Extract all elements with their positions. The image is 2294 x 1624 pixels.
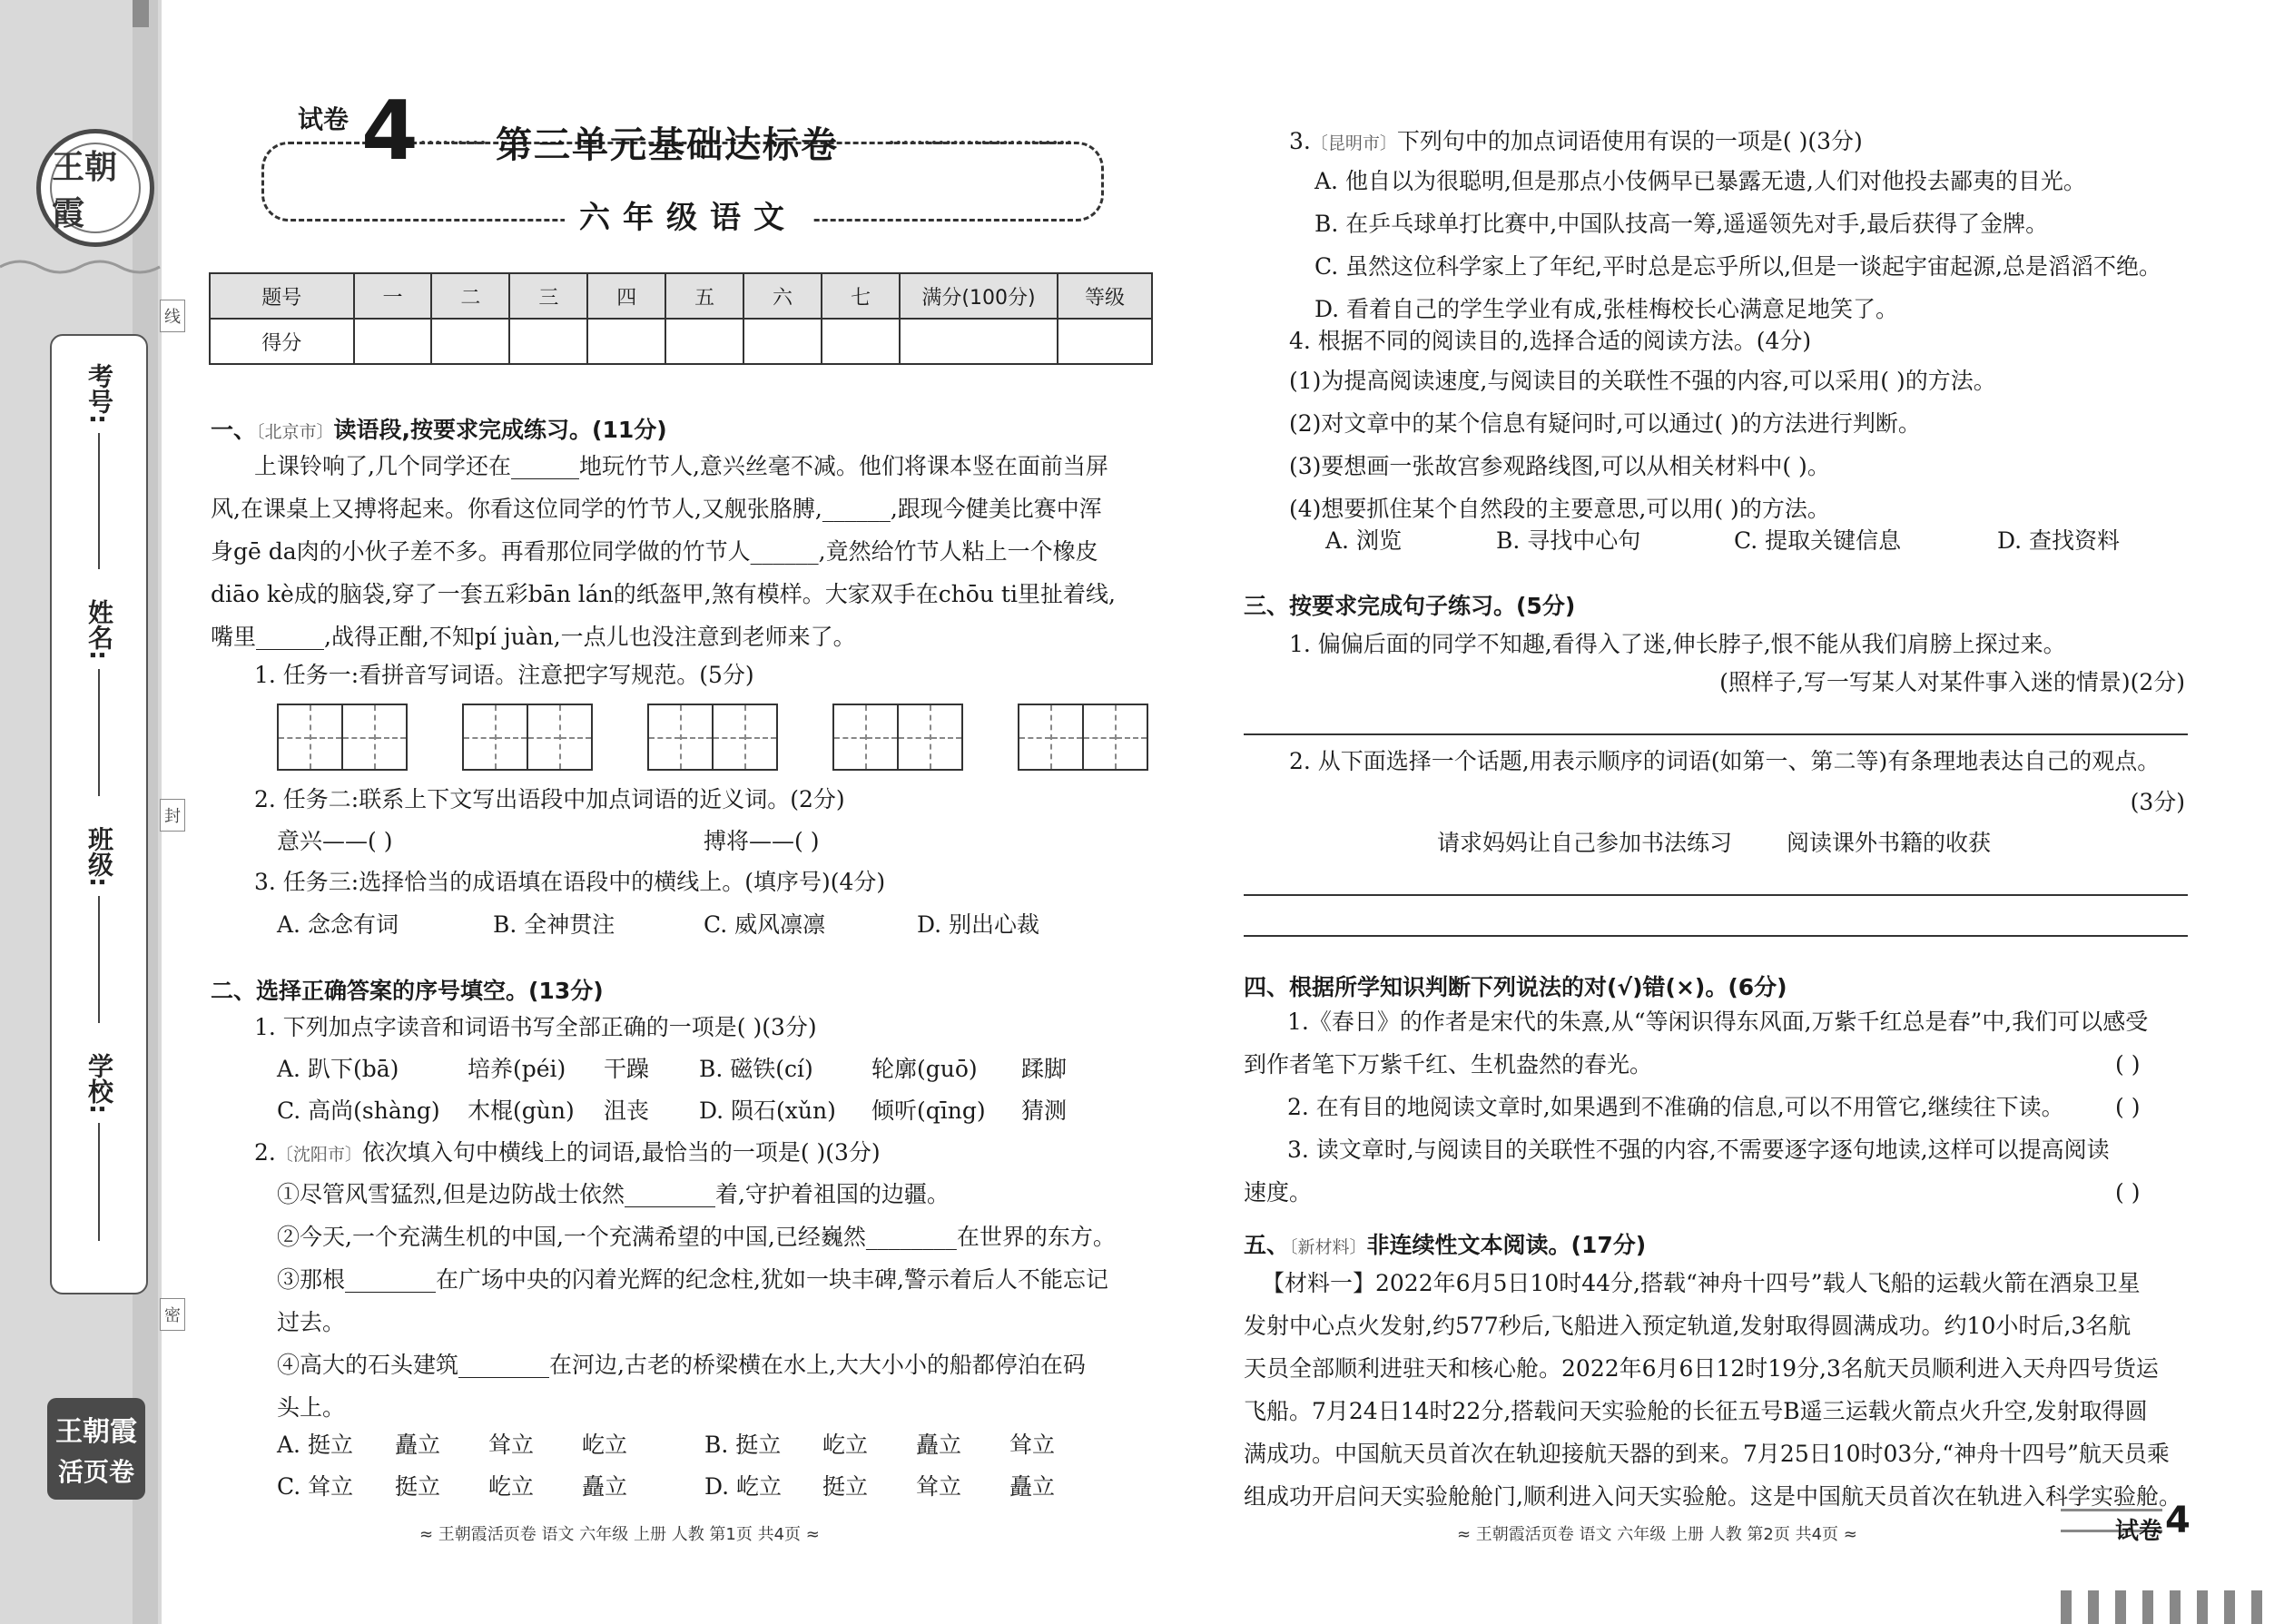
tianzige-grid — [277, 704, 1148, 771]
paper-badge-number: 4 — [361, 84, 418, 179]
writing-box[interactable] — [832, 704, 963, 771]
page-edge-mark — [2061, 1590, 2072, 1624]
page-title: 第三单元基础达标卷 — [496, 124, 839, 166]
s3-q2-score: (3分) — [2130, 789, 2185, 815]
exam-number-field[interactable]: 考号: — [52, 363, 146, 569]
writing-box[interactable] — [1018, 704, 1148, 771]
title-dots-left — [421, 141, 485, 144]
judge-paren[interactable]: ( ) — [2115, 1179, 2141, 1206]
corner-paper-label: 试卷 — [2115, 1518, 2163, 1545]
cut-mark-seal: 封 — [160, 799, 185, 832]
class-field[interactable]: 班级: — [52, 826, 146, 1023]
page-edge-mark — [2170, 1590, 2181, 1624]
judge-paren[interactable]: ( ) — [2115, 1051, 2141, 1078]
task-2-answer-b[interactable]: 搏将——( ) — [704, 828, 820, 854]
s2-q4-items: (1)为提高阅读速度,与阅读目的关联性不强的内容,可以采用( )的方法。 (2)对文章中的某个信息有疑问时,可以通过( )的方法进行判断。 (3)要想画一张故宫参观路线图,可以从相关材料中( )。 (4)想要抓住某个自然段的主要意思,可以用( )的方法。 — [1289, 368, 1996, 522]
footer-right: ≈ 王朝霞活页卷 语文 六年级 上册 人教 第2页 共4页 ≈ — [1457, 1525, 1857, 1544]
binding-strip-top — [133, 0, 149, 27]
s2-q1-option-row: C. 高尚(shàng) 木棍(gùn) 沮丧 D. 陨石(xǔn) 倾听(qīng) 猜测 — [277, 1097, 1068, 1124]
s2-q4-option: C. 提取关键信息 — [1734, 527, 1902, 554]
page-subtitle: 六年级语文 — [565, 192, 812, 237]
s3-question-1: 1. 偏偏后面的同学不知趣,看得入了迷,伸长脖子,恨不能从我们肩膀上探过来。 — [1289, 631, 2066, 657]
page-edge-mark — [2142, 1590, 2153, 1624]
name-field[interactable]: 姓名: — [52, 599, 146, 796]
section-1-title: 一、〔北京市〕读语段,按要求完成练习。(11分) — [211, 417, 667, 443]
cut-mark-line: 线 — [160, 300, 185, 332]
answer-line[interactable] — [1244, 894, 2188, 896]
page-edge-mark — [2088, 1590, 2099, 1624]
s3-topic-2: 阅读课外书籍的收获 — [1787, 830, 1992, 856]
s4-items: 1.《春日》的作者是宋代的朱熹,从“等闲识得东风面,万紫千红总是春”中,我们可以感受 到作者笔下万紫千红、生机盎然的春光。 2. 在有目的地阅读文章时,如果遇到不准确的信息,可以不用管它,继续往下读。 3. 读文章时,与阅读目的关联性不强的内容,不需要逐字逐句地读,这样可以提高阅读 速度。 — [1244, 1009, 2149, 1206]
task-3-option: C. 威风凛凛 — [704, 911, 826, 938]
task-3-option: B. 全神贯注 — [493, 911, 615, 938]
task-3: 3. 任务三:选择恰当的成语填在语段中的横线上。(填序号)(4分) — [254, 869, 886, 895]
task-1: 1. 任务一:看拼音写词语。注意把字写规范。(5分) — [254, 662, 754, 688]
writing-box[interactable] — [647, 704, 778, 771]
section-3-title: 三、按要求完成句子练习。(5分) — [1244, 593, 1576, 619]
footer-left: ≈ 王朝霞活页卷 语文 六年级 上册 人教 第1页 共4页 ≈ — [419, 1525, 820, 1544]
s2-question-2: 2.〔沈阳市〕依次填入句中横线上的词语,最恰当的一项是( )(3分) — [254, 1139, 881, 1166]
school-field[interactable]: 学校: — [52, 1053, 146, 1241]
s2-q2-option-row: A. 挺立 矗立 耸立 屹立 B. 挺立 屹立 矗立 耸立 — [277, 1432, 1056, 1458]
page-edge-mark — [2115, 1590, 2126, 1624]
score-table — [209, 272, 1153, 365]
section-2-title: 二、选择正确答案的序号填空。(13分) — [211, 978, 604, 1004]
score-table-header-row: 题号 一 二 三 四 五 六 七 满分(100分) 等级 — [210, 273, 1152, 319]
brand-seal: 王朝霞 — [36, 129, 154, 247]
section-5-title: 五、〔新材料〕非连续性文本阅读。(17分) — [1244, 1232, 1647, 1258]
s3-question-2: 2. 从下面选择一个话题,用表示顺序的词语(如第一、第二等)有条理地表达自己的观点。 — [1289, 748, 2161, 774]
answer-line[interactable] — [1244, 733, 2188, 735]
s2-question-4: 4. 根据不同的阅读目的,选择合适的阅读方法。(4分) — [1289, 328, 1812, 354]
s2-q2-option-row: C. 耸立 挺立 屹立 矗立 D. 屹立 挺立 耸立 矗立 — [277, 1473, 1056, 1500]
score-table-score-row: 得分 — [210, 319, 1152, 364]
task-2: 2. 任务二:联系上下文写出语段中加点词语的近义词。(2分) — [254, 786, 845, 812]
s2-question-3: 3.〔昆明市〕下列句中的加点词语使用有误的一项是( )(3分) — [1289, 128, 1863, 154]
section-4-title: 四、根据所学知识判断下列说法的对(√)错(×)。(6分) — [1244, 974, 1787, 1000]
answer-line[interactable] — [1244, 935, 2188, 937]
writing-box[interactable] — [462, 704, 593, 771]
paper-badge-label: 试卷 — [298, 104, 350, 134]
s3-q1-note: (照样子,写一写某人对某件事入迷的情景)(2分) — [1719, 669, 2185, 695]
cut-mark-secret: 密 — [160, 1298, 185, 1331]
s2-q2-sentences: ①尽管风雪猛烈,但是边防战士依然________着,守护着祖国的边疆。 ②今天,一个充满生机的中国,一个充满希望的中国,已经巍然________在世界的东方。 ③那根________在广场中央的闪着光辉的纪念柱,犹如一块丰碑,警示着后人不能忘记 过去。 ④高大的石头建筑________在河边,古老的桥梁横在水上,大大小小的船都停泊在码 头上。 — [277, 1181, 1116, 1421]
section-1-passage: 上课铃响了,几个同学还在______地玩竹节人,意兴丝毫不减。他们将课本竖在面前当屏 风,在课桌上又搏将起来。你看这位同学的竹节人,又舰张胳膊,______,跟现今健美比赛中浑 身gē da肉的小伙子差不多。再看那位同学做的竹节人______,竟然给竹节人粘上一个橡皮 diāo kè成的脑袋,穿了一套五彩bān lán的纸盔甲,煞有模样。大家双手在chōu ti里扯着线, 嘴里______,战得正酣,不知pí juàn,一点儿也没注意到老师来了。 — [211, 453, 1116, 650]
s3-topic-1: 请求妈妈让自己参加书法练习 — [1437, 830, 1733, 856]
s2-q4-option: D. 查找资料 — [1997, 527, 2121, 554]
page-edge-mark — [2251, 1590, 2262, 1624]
task-2-answer-a[interactable]: 意兴——( ) — [277, 828, 393, 854]
page-edge-mark — [2197, 1590, 2208, 1624]
s2-q4-option: A. 浏览 — [1325, 527, 1402, 554]
student-info-box — [50, 334, 148, 1294]
title-dots-right — [890, 141, 1071, 144]
s2-q4-option: B. 寻找中心句 — [1496, 527, 1641, 554]
brand-logo: 王朝霞 活页卷 — [47, 1398, 145, 1500]
page-edge-mark — [2224, 1590, 2235, 1624]
judge-paren[interactable]: ( ) — [2115, 1094, 2141, 1120]
wave-decoration — [0, 256, 162, 278]
task-3-option: D. 别出心裁 — [917, 911, 1040, 938]
writing-box[interactable] — [277, 704, 408, 771]
s2-q1-option-row: A. 趴下(bā) 培养(péi) 干躁 B. 磁铁(cí) 轮廓(guō) 蹂脚 — [277, 1056, 1068, 1082]
s2-question-1: 1. 下列加点字读音和词语书写全部正确的一项是( )(3分) — [254, 1014, 817, 1040]
s2-q3-options: A. 他自以为很聪明,但是那点小伎俩早已暴露无遗,人们对他投去鄙夷的目光。 B. 在乒乓球单打比赛中,中国队技高一筹,遥遥领先对手,最后获得了金牌。 C. 虽然这位科学家上了年纪,平时总是忘乎所以,但是一谈起宇宙起源,总是滔滔不绝。 D. 看着自己的学生学业有成,张桂梅校长心满意足地笑了。 — [1314, 168, 2161, 322]
s5-material-1: 【材料一】2022年6月5日10时44分,搭载“神舟十四号”载人飞船的运载火箭在酒泉卫星 发射中心点火发射,约577秒后,飞船进入预定轨道,发射取得圆满成功。约10小时后,3名航 天员全部顺利进驻天和核心舱。2022年6月6日12时19分,3名航天员顺利进入天舟四号货运 飞船。7月24日14时22分,搭载问天实验舱的长征五号B遥三运载火箭点火升空,发射取得圆 满成功。中国航天员首次在轨迎接航天器的到来。7月25日10时03分,“神舟十四号”航天员乘 组成功开启问天实验舱舱门,顺利进入问天实验舱。这是中国航天员首次在轨进入科学实验舱。 — [1244, 1270, 2181, 1510]
corner-paper-number: 4 — [2165, 1500, 2191, 1541]
task-3-option: A. 念念有词 — [277, 911, 399, 938]
